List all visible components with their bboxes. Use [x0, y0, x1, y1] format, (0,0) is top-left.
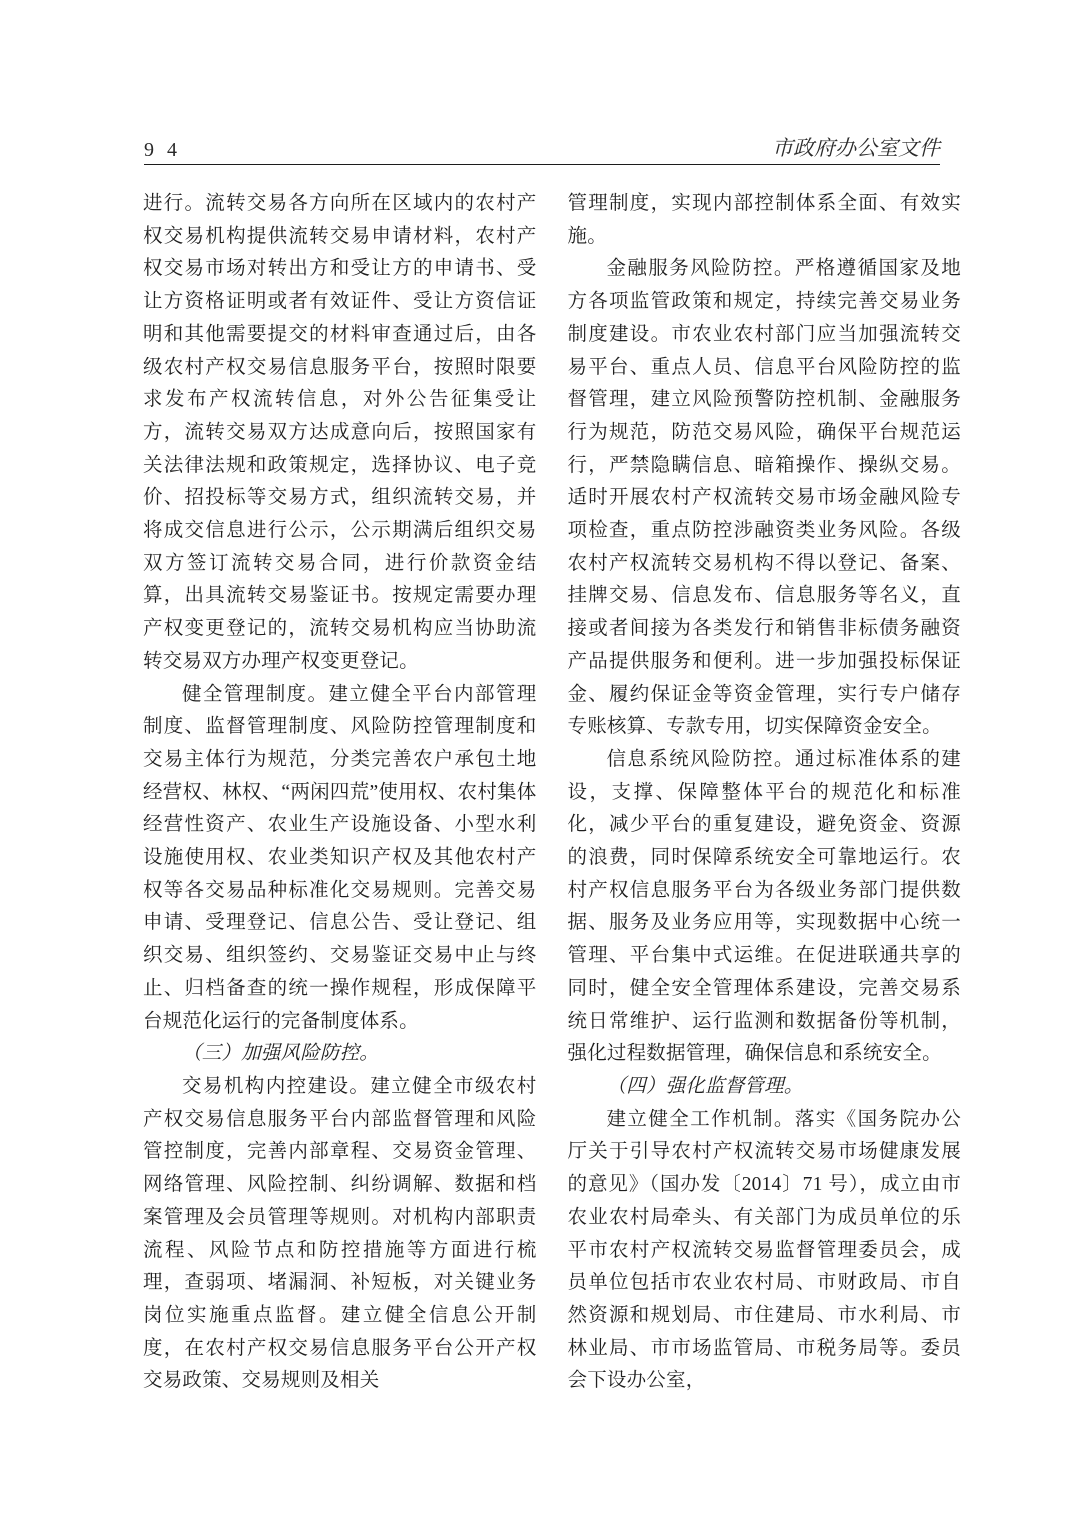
paragraph-financial-service-risk-control: 金融服务风险防控。严格遵循国家及地方各项监管政策和规定，持续完善交易业务制度建设。市农业农村部门应当加强流转交易平台、重点人员、信息平台风险防控的监督管理，建立风险预警防控机制、金融服务行为规范，防范交易风险，确保平台规范运行，严禁隐瞒信息、暗箱操作、操纵交易。适时开展农村产权流转交易市场金融风险专项检查，重点防控涉融资类业务风险。各级农村产权流转交易机构不得以登记、备案、挂牌交易、信息发布、信息服务等名义，直接或者间接为各类发行和销售非标债务融资产品提供服务和便利。进一步加强投标保证金、履约保证金等资金管理，实行专户储存专账核算、专款专用，切实保障资金安全。 — [567, 258, 961, 738]
column-right — [568, 188, 962, 1398]
column-left — [143, 188, 537, 1398]
paragraph-continued-from-previous-page: 进行。流转交易各方向所在区域内的农村产权交易机构提供流转交易申请材料，农村产权交易市场对转出方和受让方的申请书、受让方资格证明或者有效证件、受让方资信证明和其他需要提交的材料审查通过后，由各级农村产权交易信息服务平台，按照时限要求发布产权流转信息，对外公告征集受让方，流转交易双方达成意向后，按照国家有关法律法规和政策规定，选择协议、电子竞价、招投标等交易方式，组织流转交易，并将成交信息进行公示，公示期满后组织交易双方签订流转交易合同，进行价款资金结算，出具流转交易鉴证书。按规定需要办理产权变更登记的，流转交易机构应当协助流转交易双方办理产权变更登记。 — [143, 193, 537, 672]
paragraph-establish-working-mechanism: 建立健全工作机制。落实《国务院办公厅关于引导农村产权流转交易市场健康发展的意见》（国办发〔2014〕71 号），成立由市农业农村局牵头、有关部门为成员单位的乐平市农村产权流转交易监督管理委员会，成员单位包括市农业农村局、市财政局、市自然资源和规划局、市住建局、市水利局、市林业局、市市场监管局、市税务局等。委员会下设办公室， — [567, 1108, 961, 1392]
paragraph-information-system-risk-control: 信息系统风险防控。通过标准体系的建设，支撑、保障整体平台的规范化和标准化，减少平台的重复建设，避免资金、资源的浪费，同时保障系统安全可靠地运行。农村产权信息服务平台为各级业务部门提供数据、服务及业务应用等，实现数据中心统一管理、平台集中式运维。在促进联通共享的同时，健全安全管理体系建设，完善交易系统日常维护、运行监测和数据备份等机制，强化过程数据管理，确保信息和系统安全。 — [567, 748, 961, 1065]
section-heading-3-risk-prevention: （三）加强风险防控。 — [182, 1043, 380, 1065]
page-number: 9 4 — [144, 139, 181, 161]
paragraph-improve-management-system: 健全管理制度。建立健全平台内部管理制度、监督管理制度、风险防控管理制度和交易主体行为规范，分类完善农户承包土地经营权、林权、“两闲四荒”使用权、农村集体经营性资产、农业生产设施设备、小型水利设施使用权、农业类知识产权及其他农村产权等各交易品种标准化交易规则。完善交易申请、受理登记、信息公告、受让登记、组织交易、组织签约、交易鉴证交易中止与终止、归档备查的统一操作规程，形成保障平台规范化运行的完备制度体系。 — [143, 683, 537, 1032]
text-columns — [143, 188, 961, 1398]
section-heading-4-strengthen-supervision: （四）强化监督管理。 — [606, 1075, 804, 1097]
paragraph-internal-control-continuation: 管理制度，实现内部控制体系全面、有效实施。 — [567, 193, 961, 247]
header-document-title: 市政府办公室文件 — [772, 136, 940, 160]
paragraph-internal-control-construction: 交易机构内控建设。建立健全市级农村产权交易信息服务平台内部监督管理和风险管控制度，完善内部章程、交易资金管理、网络管理、风险控制、纠纷调解、数据和档案管理及会员管理等规则。对机构内部职责流程、风险节点和防控措施等方面进行梳理，查弱项、堵漏洞、补短板，对关键业务岗位实施重点监督。建立健全信息公开制度，在农村产权交易信息服务平台公开产权交易政策、交易规则及相关 — [143, 1075, 537, 1392]
header-divider — [144, 164, 940, 165]
page-header — [144, 132, 940, 162]
